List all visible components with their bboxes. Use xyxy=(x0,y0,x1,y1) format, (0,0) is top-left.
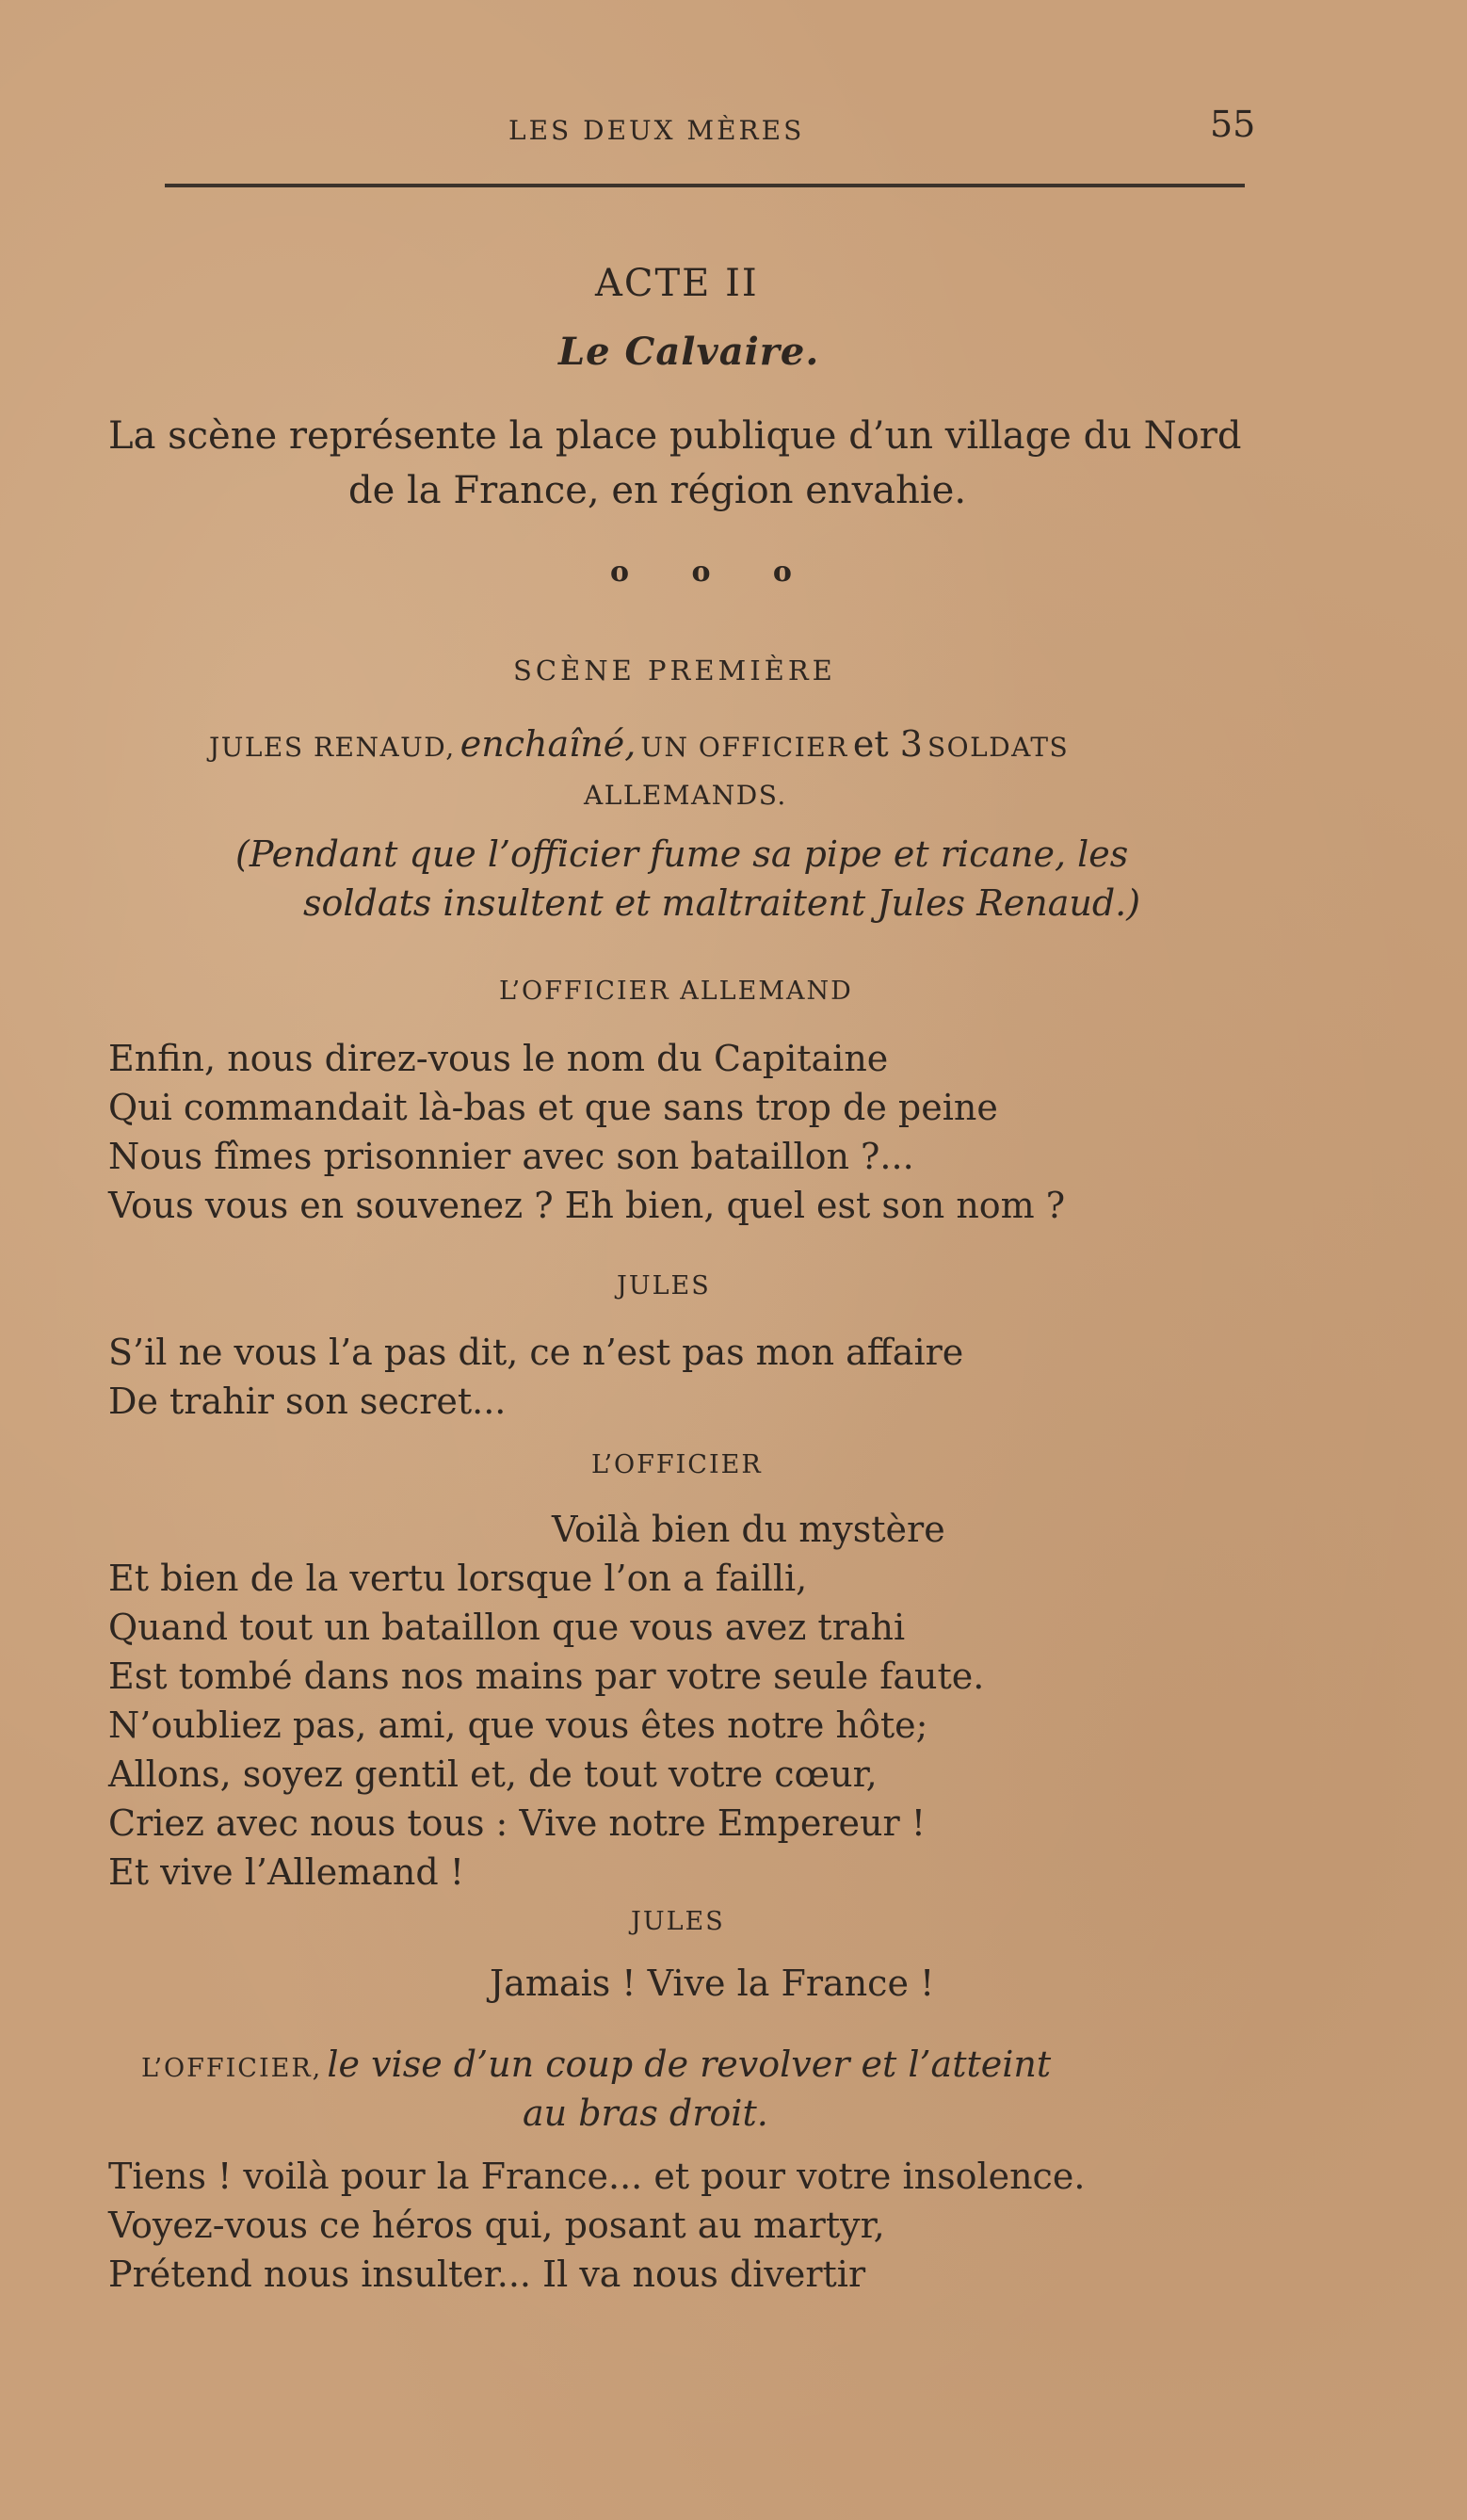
verse-line: Et vive l’Allemand ! xyxy=(108,1851,465,1893)
speaker-jules: JULES xyxy=(631,1907,725,1936)
verse-line: Nous fîmes prisonnier avec son bataillon ?... xyxy=(108,1136,914,1177)
stage-direction-line: au bras droit. xyxy=(523,2092,768,2134)
act-title: ACTE II xyxy=(595,262,759,305)
verse-line: Voilà bien du mystère xyxy=(552,1509,945,1550)
verse-line: Allons, soyez gentil et, de tout votre cœur, xyxy=(108,1753,878,1795)
header-rule xyxy=(165,184,1245,187)
character-soldiers: SOLDATS xyxy=(927,732,1070,763)
character-list-line-1 xyxy=(209,723,1069,765)
stage-direction-line-1: (Pendant que l’officier fume sa pipe et ricane, les xyxy=(235,833,1129,875)
section-ornament: o o o xyxy=(610,556,818,589)
stage-direction-line-2: soldats insultent et maltraitent Jules Renaud.) xyxy=(303,882,1141,924)
verse-line: De trahir son secret... xyxy=(108,1381,507,1422)
character-state: enchaîné, xyxy=(459,723,637,765)
verse-line: Enfin, nous direz-vous le nom du Capitaine xyxy=(108,1038,889,1079)
character-list-line-2: ALLEMANDS. xyxy=(584,780,787,811)
verse-line: Tiens ! voilà pour la France... et pour votre insolence. xyxy=(108,2156,1086,2197)
running-head: LES DEUX MÈRES xyxy=(508,115,805,146)
verse-line: Criez avec nous tous : Vive notre Empereur ! xyxy=(108,1802,926,1844)
character-connector: et 3 xyxy=(852,723,923,765)
setting-line-1: La scène représente la place publique d’un village du Nord xyxy=(108,414,1242,458)
verse-line: Vous vous en souvenez ? Eh bien, quel est son nom ? xyxy=(108,1185,1066,1226)
verse-line: Est tombé dans nos mains par votre seule faute. xyxy=(108,1656,985,1697)
verse-line: Quand tout un bataillon que vous avez trahi xyxy=(108,1607,906,1648)
speaker-jules: JULES xyxy=(617,1271,711,1300)
page-number: 55 xyxy=(1210,104,1256,145)
verse-line: Voyez-vous ce héros qui, posant au martyr, xyxy=(108,2205,885,2246)
verse-line: Qui commandait là-bas et que sans trop de peine xyxy=(108,1087,998,1128)
verse-line: N’oubliez pas, ami, que vous êtes notre hôte; xyxy=(108,1704,928,1746)
speaker-officier: L’OFFICIER, xyxy=(141,2054,323,2083)
character-jules-renaud: JULES RENAUD, xyxy=(209,732,456,763)
act-subtitle: Le Calvaire. xyxy=(558,330,820,374)
character-officer: UN OFFICIER xyxy=(640,732,848,763)
setting-line-2: de la France, en région envahie. xyxy=(348,469,967,512)
officer-action-line-1 xyxy=(141,2043,1051,2085)
speaker-officier: L’OFFICIER xyxy=(591,1450,763,1479)
verse-line: Et bien de la vertu lorsque l’on a failli, xyxy=(108,1558,808,1599)
scene-title: SCÈNE PREMIÈRE xyxy=(513,654,836,687)
verse-line: Jamais ! Vive la France ! xyxy=(490,1963,935,2004)
verse-line: Prétend nous insulter... Il va nous divertir xyxy=(108,2253,866,2295)
verse-line: S’il ne vous l’a pas dit, ce n’est pas mon affaire xyxy=(108,1332,964,1373)
stage-direction-line: le vise d’un coup de revolver et l’atteint xyxy=(327,2043,1052,2085)
speaker-officier-allemand: L’OFFICIER ALLEMAND xyxy=(499,977,853,1006)
